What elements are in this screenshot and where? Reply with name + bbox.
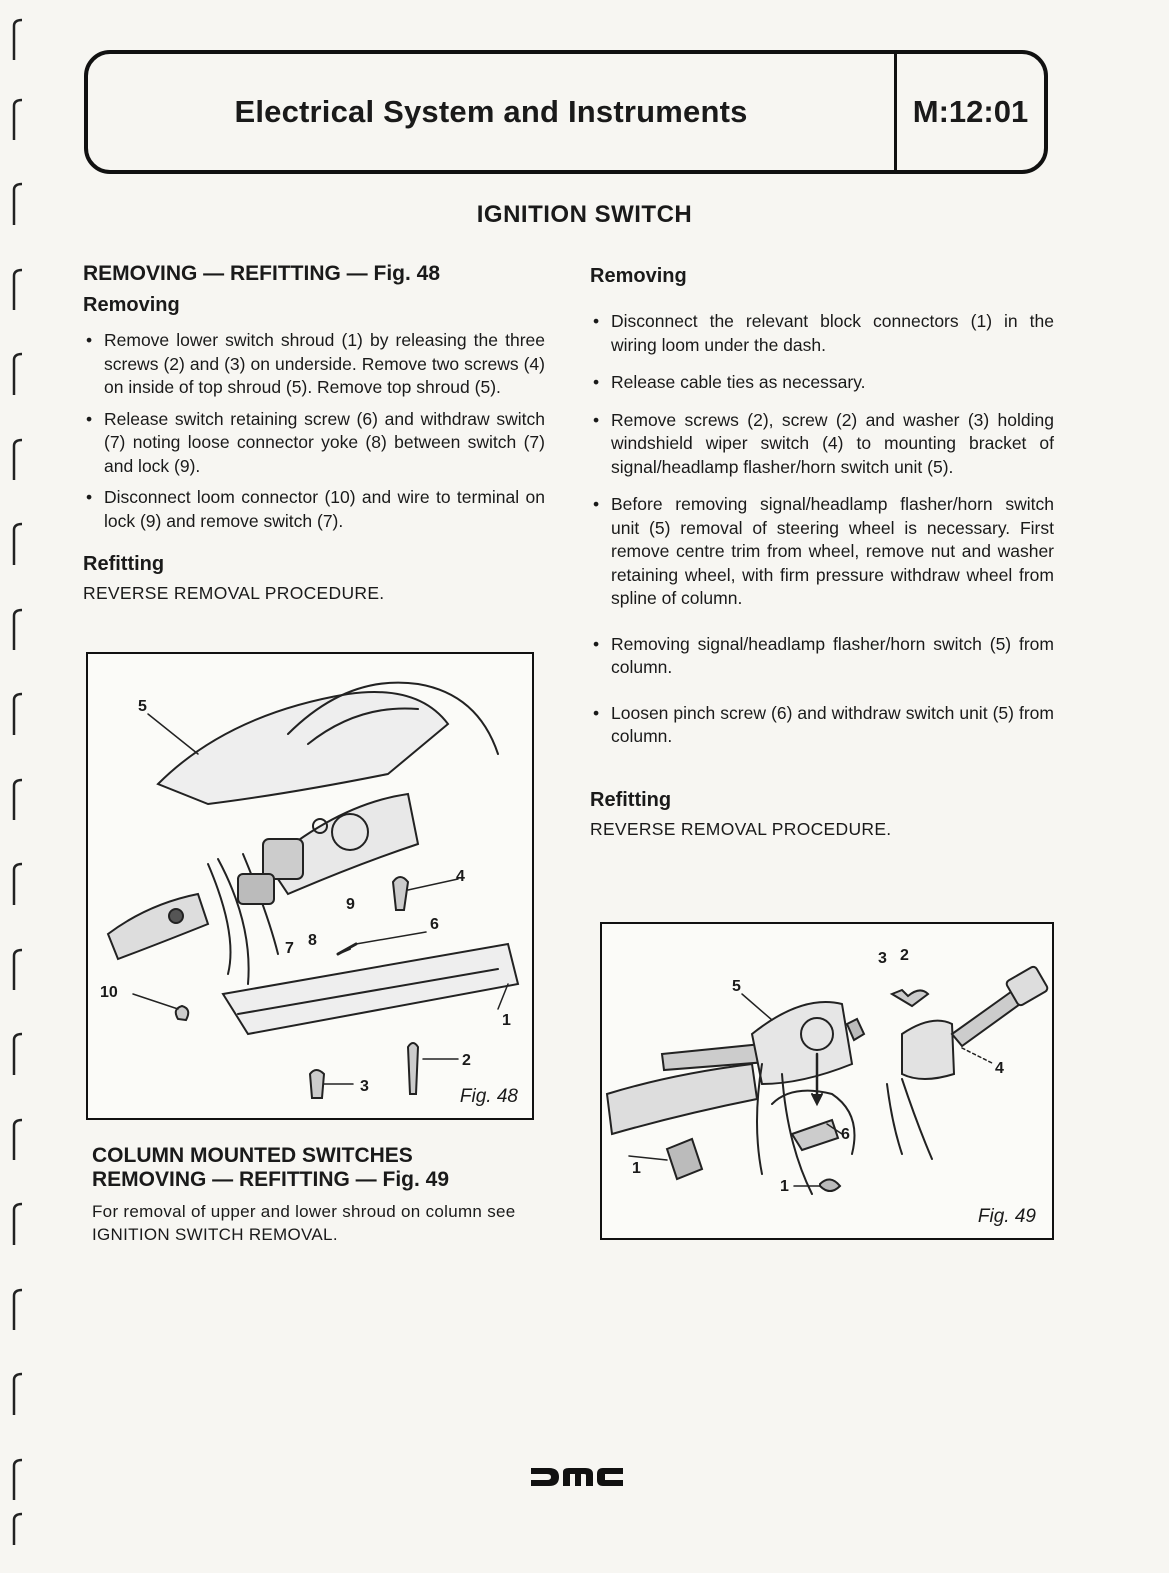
page-title: Electrical System and Instruments	[234, 94, 748, 129]
callout-8: 8	[308, 932, 317, 949]
dmc-logo	[531, 1466, 623, 1493]
header-box	[84, 50, 1048, 174]
list-item: • Loosen pinch screw (6) and withdraw switch unit (5) from column.	[590, 702, 1054, 749]
refitting-text: REVERSE REMOVAL PROCEDURE.	[83, 583, 385, 603]
list-item: • Remove lower switch shroud (1) by releasing the three screws (2) and (3) on underside. Remove two screws (4) on inside of top shroud (5). Remove top shroud (5).	[83, 329, 545, 400]
callout-6: 6	[841, 1126, 850, 1143]
callout-3: 3	[360, 1078, 369, 1095]
callout-5: 5	[138, 698, 147, 715]
list-item: • Disconnect the relevant block connectors (1) in the wiring loom under the dash.	[590, 310, 1054, 357]
figure-49	[600, 922, 1054, 1240]
callout-9: 9	[346, 896, 355, 913]
callout-6: 6	[430, 916, 439, 933]
section-title: IGNITION SWITCH	[476, 201, 693, 228]
callout-2: 2	[900, 947, 909, 964]
removing-steps	[590, 310, 1054, 749]
column-switches-exploded-diagram	[602, 924, 1052, 1238]
callout-4: 4	[995, 1060, 1004, 1077]
callout-10: 10	[100, 984, 118, 1001]
callout-5: 5	[732, 978, 741, 995]
figure-48	[86, 652, 534, 1120]
callout-2: 2	[462, 1052, 471, 1069]
column-switches-section	[92, 1144, 552, 1246]
section-code: M:12:01	[912, 94, 1029, 129]
refitting-heading: Refitting	[590, 788, 672, 811]
callout-3: 3	[878, 950, 887, 967]
refitting-text: REVERSE REMOVAL PROCEDURE.	[590, 818, 892, 839]
column-switches-text: For removal of upper and lower shroud on column see IGNITION SWITCH REMOVAL.	[92, 1202, 516, 1244]
figure-caption: Fig. 48	[459, 1086, 518, 1107]
callout-1: 1	[780, 1178, 789, 1195]
removing-heading: Removing	[83, 294, 180, 316]
list-item: • Removing signal/headlamp flasher/horn switch (5) from column.	[590, 633, 1054, 680]
right-column	[590, 265, 1054, 841]
list-item: • Release cable ties as necessary.	[590, 371, 1054, 395]
left-column	[83, 262, 545, 605]
column-switches-subheading: REMOVING — REFITTING — Fig. 49	[92, 1168, 450, 1191]
ignition-switch-exploded-diagram	[88, 654, 532, 1118]
removing-steps	[83, 329, 545, 533]
list-item: • Before removing signal/headlamp flasher/horn switch unit (5) removal of steering wheel is necessary. First remove centre trim from wheel, remove nut and washer retaining wheel, with firm pressure withdraw wheel from spline of column.	[590, 493, 1054, 611]
callout-4: 4	[456, 868, 465, 885]
removing-heading: Removing	[590, 265, 687, 287]
column-switches-heading: COLUMN MOUNTED SWITCHES	[92, 1144, 413, 1167]
refitting-heading: Refitting	[83, 553, 165, 575]
callout-1: 1	[632, 1160, 641, 1177]
callout-1: 1	[502, 1012, 511, 1029]
list-item: • Disconnect loom connector (10) and wire to terminal on lock (9) and remove switch (7).	[83, 486, 545, 533]
binder-holes	[0, 0, 70, 1573]
list-item: • Remove screws (2), screw (2) and washer (3) holding windshield wiper switch (4) to mounting bracket of signal/headlamp flasher/horn switch unit (5).	[590, 409, 1054, 480]
callout-7: 7	[285, 940, 294, 957]
figure-caption: Fig. 49	[977, 1206, 1036, 1227]
dmc-logo-mark	[531, 1466, 623, 1488]
removing-refitting-heading: REMOVING — REFITTING — Fig. 48	[83, 262, 441, 285]
list-item: • Release switch retaining screw (6) and withdraw switch (7) noting loose connector yoke (8) between switch (7) and lock (9).	[83, 408, 545, 479]
